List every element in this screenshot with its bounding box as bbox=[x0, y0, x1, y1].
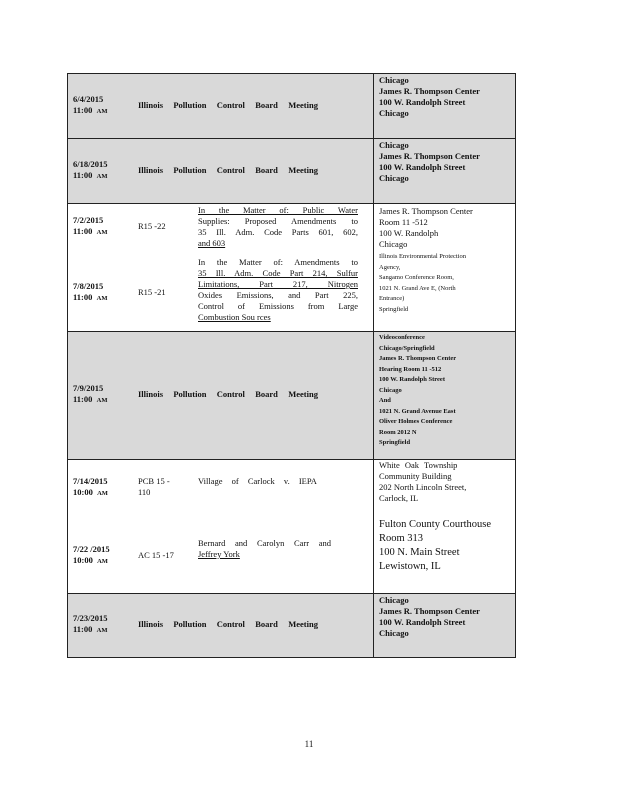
ampm-text: AM bbox=[96, 295, 108, 302]
desc-text: Jeffrey York bbox=[198, 549, 240, 559]
meeting-word: Meeting bbox=[288, 389, 318, 399]
date-cell bbox=[73, 383, 135, 406]
location-cell bbox=[373, 139, 513, 203]
meeting-word: Pollution bbox=[173, 619, 207, 629]
desc-line: Oxides Emissions, and Part 225, bbox=[198, 290, 358, 300]
location-line: Room 313 bbox=[379, 533, 424, 544]
location-line: James R. Thompson Center bbox=[379, 355, 457, 362]
desc-line: Limitations, Part 217, Nitrogen bbox=[198, 279, 358, 289]
location-line: Chicago/Springfield bbox=[379, 344, 435, 352]
location-line: 1021 N. Grand Ave E, (North bbox=[379, 284, 456, 292]
date-text: 7/22 /2015 bbox=[73, 544, 110, 554]
location-line: Sangamo Conference Room, bbox=[379, 274, 454, 281]
desc-line: In the Matter of: Amendments to bbox=[198, 257, 358, 267]
case-number bbox=[138, 476, 193, 498]
page-number: 11 bbox=[304, 739, 314, 749]
location-line: Springfield bbox=[379, 439, 411, 446]
time-text: 11:00 bbox=[73, 624, 93, 634]
case-description bbox=[198, 538, 331, 560]
date-text: 6/4/2015 bbox=[73, 94, 104, 104]
meeting-word: Illinois bbox=[138, 165, 164, 175]
ampm-text: AM bbox=[96, 397, 108, 404]
desc-text: and 603 bbox=[198, 238, 226, 248]
time-text: 11:00 bbox=[73, 226, 93, 236]
time-text: 11:00 bbox=[73, 105, 93, 115]
date-text: 7/9/2015 bbox=[73, 383, 104, 393]
meeting-word: Board bbox=[255, 619, 278, 629]
hearing-schedule-table bbox=[67, 73, 516, 658]
meeting-word: Illinois bbox=[138, 619, 164, 629]
location-line: Community Building bbox=[379, 471, 452, 481]
date-text: 7/14/2015 bbox=[73, 476, 108, 486]
location-cell bbox=[373, 460, 513, 593]
time-text: 11:00 bbox=[73, 170, 93, 180]
location-line: Chicago bbox=[379, 239, 408, 249]
date-cell bbox=[73, 544, 135, 567]
location-line: 100 W. Randolph Street bbox=[379, 617, 466, 627]
meeting-title bbox=[138, 165, 318, 176]
time-text: 10:00 bbox=[73, 555, 93, 565]
location-line: James R. Thompson Center bbox=[379, 606, 480, 616]
desc-line: Supplies: Proposed Amendments to bbox=[198, 216, 358, 226]
meeting-word: Control bbox=[216, 165, 245, 175]
location-line: 100 W. Randolph bbox=[379, 228, 439, 238]
desc-text: Combustion Sou rces bbox=[198, 312, 271, 322]
case-description: Village of Carlock v. IEPA bbox=[198, 476, 317, 486]
desc-text: In the Matter of: Public Water bbox=[198, 205, 358, 215]
ampm-text: AM bbox=[96, 229, 108, 236]
meeting-word: Pollution bbox=[173, 389, 207, 399]
location-cell bbox=[373, 204, 513, 331]
meeting-title bbox=[138, 619, 318, 630]
date-cell bbox=[73, 476, 135, 499]
time-text: 11:00 bbox=[73, 394, 93, 404]
location-line: James R. Thompson Center bbox=[379, 206, 473, 216]
location-line: Chicago bbox=[379, 386, 402, 394]
table-row bbox=[68, 73, 515, 138]
location-line: 100 W. Randolph Street bbox=[379, 162, 466, 172]
location-line: Agency, bbox=[379, 263, 401, 271]
desc-line: Control of Emissions from Large bbox=[198, 301, 358, 311]
case-number: R15 -21 bbox=[138, 287, 166, 297]
date-text: 6/18/2015 bbox=[73, 159, 108, 169]
location-line: Hearing Room 11 -512 bbox=[379, 365, 442, 373]
case-text: 110 bbox=[138, 487, 151, 497]
meeting-word: Control bbox=[216, 619, 245, 629]
table-row bbox=[68, 331, 515, 459]
meeting-word: Control bbox=[216, 100, 245, 110]
date-text: 7/2/2015 bbox=[73, 215, 104, 225]
meeting-word: Illinois bbox=[138, 100, 164, 110]
location-line: And bbox=[379, 397, 391, 404]
desc-line: 35 Ill. Adm. Code Parts 601, 602, bbox=[198, 227, 358, 237]
location-line: Illinois Environmental Protection bbox=[379, 253, 467, 260]
meeting-title bbox=[138, 389, 318, 400]
ampm-text: AM bbox=[97, 558, 108, 565]
location-line: Chicago bbox=[379, 75, 409, 85]
ampm-text: AM bbox=[97, 490, 108, 497]
case-description bbox=[198, 205, 358, 249]
location-cell bbox=[373, 74, 513, 138]
location-line: Springfield bbox=[379, 305, 409, 313]
location-line: 100 W. Randolph Street bbox=[379, 376, 445, 383]
table-row bbox=[68, 459, 515, 593]
location-cell bbox=[373, 594, 513, 657]
location-line: Entrance) bbox=[379, 295, 405, 302]
location-line: Carlock, IL bbox=[379, 493, 419, 503]
location-line: Lewistown, IL bbox=[379, 561, 441, 572]
desc-line: 35 Ill. Adm. Code Part 214, Sulfur bbox=[198, 268, 358, 278]
time-text: 11:00 bbox=[73, 292, 93, 302]
meeting-word: Pollution bbox=[173, 165, 207, 175]
meeting-word: Pollution bbox=[173, 100, 207, 110]
location-line: Room 11 -512 bbox=[379, 217, 428, 227]
date-cell bbox=[73, 281, 135, 304]
desc-line: Bernard and Carolyn Carr and bbox=[198, 538, 331, 548]
meeting-word: Board bbox=[255, 100, 278, 110]
table-row bbox=[68, 593, 515, 657]
location-line: James R. Thompson Center bbox=[379, 86, 480, 96]
meeting-word: Meeting bbox=[288, 619, 318, 629]
ampm-text: AM bbox=[96, 627, 108, 634]
ampm-text: AM bbox=[96, 108, 108, 115]
location-line: Fulton County Courthouse bbox=[379, 519, 492, 530]
date-cell bbox=[73, 215, 135, 238]
meeting-word: Meeting bbox=[288, 165, 318, 175]
location-line: Chicago bbox=[379, 173, 409, 183]
meeting-word: Meeting bbox=[288, 100, 318, 110]
date-cell bbox=[73, 94, 135, 117]
location-line: 100 N. Main Street bbox=[379, 547, 460, 558]
case-number: AC 15 -17 bbox=[138, 550, 174, 560]
meeting-title bbox=[138, 100, 318, 111]
meeting-word: Board bbox=[255, 165, 278, 175]
location-line: Room 2012 N bbox=[379, 428, 417, 436]
location-line: Chicago bbox=[379, 595, 409, 605]
case-description bbox=[198, 257, 358, 323]
time-text: 10:00 bbox=[73, 487, 93, 497]
desc-line bbox=[198, 549, 331, 560]
location-line: 100 W. Randolph Street bbox=[379, 97, 466, 107]
location-line: Videoconference bbox=[379, 334, 425, 341]
meeting-word: Illinois bbox=[138, 389, 164, 399]
location-line: 1021 N. Grand Avenue East bbox=[379, 407, 456, 415]
location-line: James R. Thompson Center bbox=[379, 151, 480, 161]
date-cell bbox=[73, 613, 135, 636]
date-text: 7/8/2015 bbox=[73, 281, 104, 291]
case-number: R15 -22 bbox=[138, 221, 166, 231]
desc-line bbox=[198, 312, 358, 323]
location-line: Chicago bbox=[379, 140, 409, 150]
location-line: 202 North Lincoln Street, bbox=[379, 482, 467, 492]
desc-line bbox=[198, 238, 358, 249]
date-text: 7/23/2015 bbox=[73, 613, 108, 623]
table-row bbox=[68, 203, 515, 331]
meeting-word: Control bbox=[216, 389, 245, 399]
location-line: Chicago bbox=[379, 108, 409, 118]
table-row bbox=[68, 138, 515, 203]
location-cell bbox=[373, 332, 513, 459]
ampm-text: AM bbox=[96, 173, 108, 180]
case-text: PCB 15 - bbox=[138, 476, 170, 486]
meeting-word: Board bbox=[255, 389, 278, 399]
location-line: Chicago bbox=[379, 628, 409, 638]
location-line: Oliver Holmes Conference bbox=[379, 418, 453, 425]
date-cell bbox=[73, 159, 135, 182]
location-line: White Oak Township bbox=[379, 460, 458, 470]
desc-line bbox=[198, 205, 358, 216]
